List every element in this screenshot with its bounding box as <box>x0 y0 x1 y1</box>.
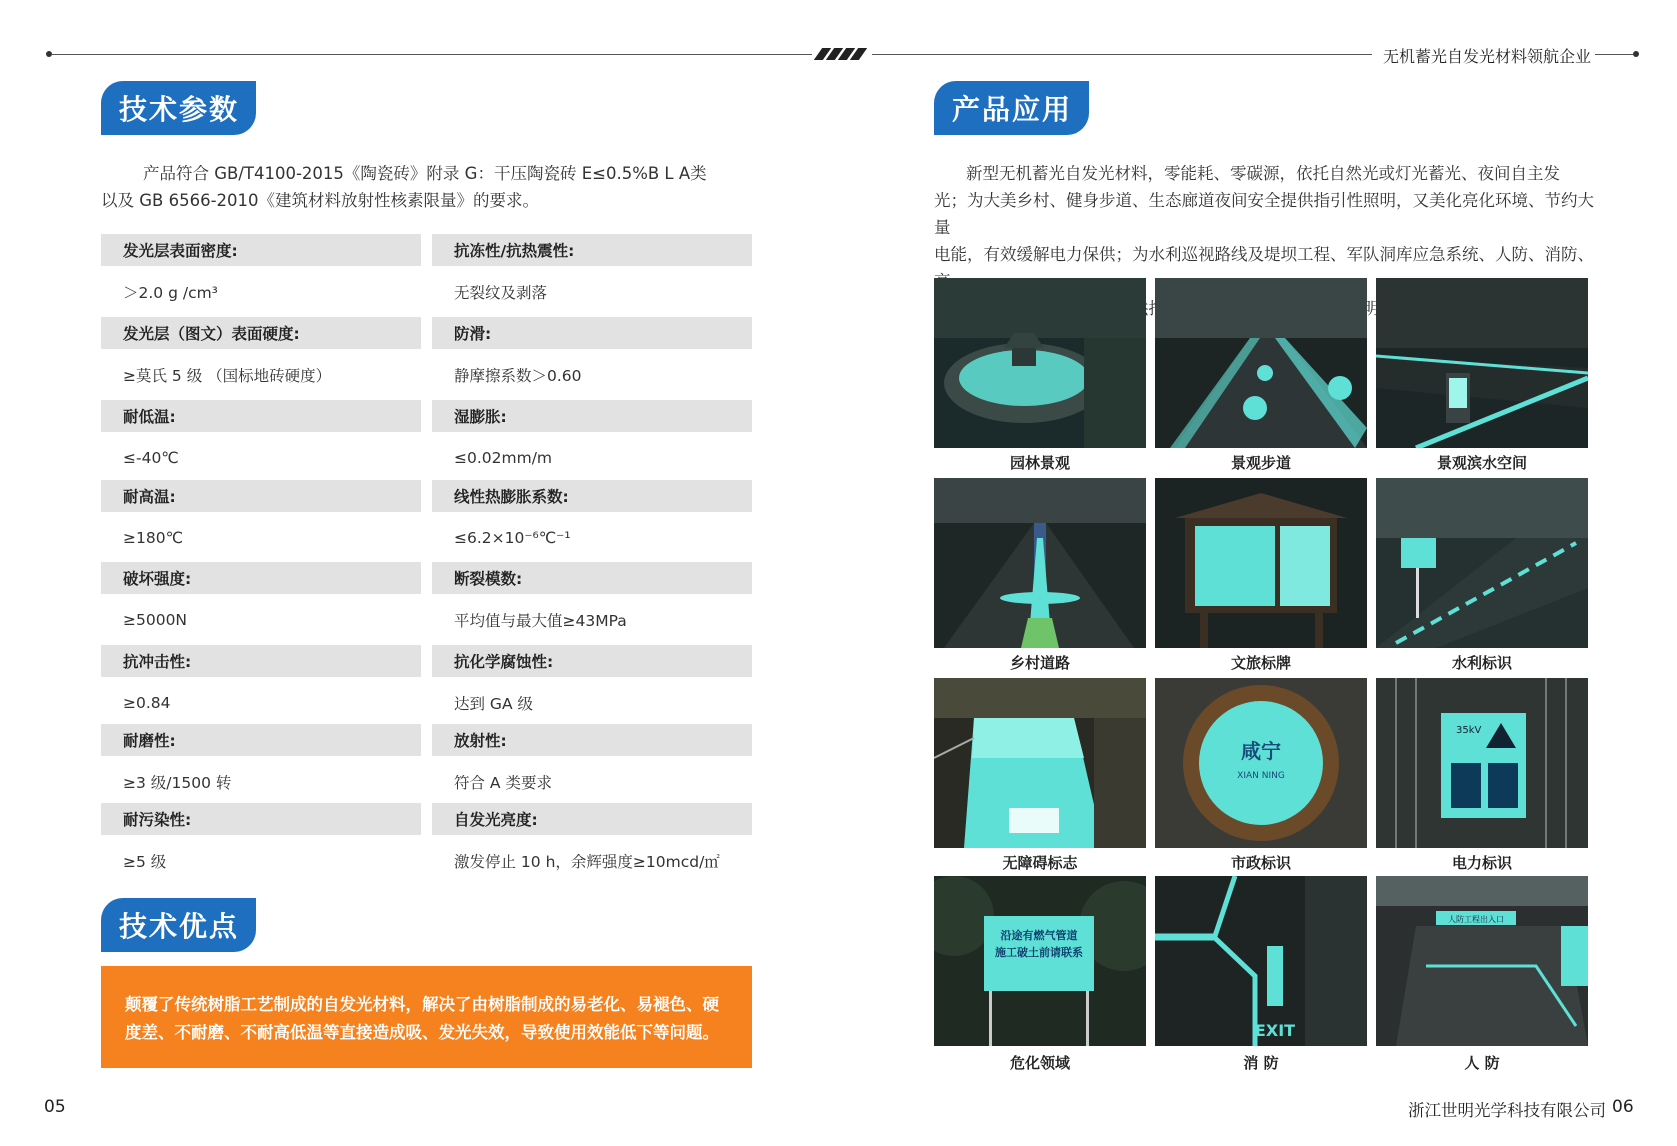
photo-rural-road <box>934 478 1146 648</box>
param-label: 抗化学腐蚀性: <box>432 645 752 677</box>
param-value: ≥莫氏 5 级 （国标地砖硬度） <box>123 367 332 385</box>
photo-waterfront-space <box>1376 278 1588 448</box>
header-rule-right <box>1595 54 1633 55</box>
param-item <box>101 317 421 391</box>
page-number-right: 06 <box>1612 1097 1634 1117</box>
param-item <box>101 400 421 474</box>
section-title-tech-params: 技术参数 <box>101 81 256 135</box>
photo-caption: 景观滨水空间 <box>1436 454 1527 472</box>
intro-line: 光；为大美乡村、健身步道、生态廊道夜间安全提供指引性照明，又美化亮化环境、节约大量 <box>934 191 1594 237</box>
photo-caption: 园林景观 <box>1009 454 1070 472</box>
photo-caption: 水利标识 <box>1451 654 1512 672</box>
param-value: ≤0.02mm/m <box>454 449 553 467</box>
intro-line: 以及 GB 6566-2010《建筑材料放射性核素限量》的要求。 <box>101 191 540 210</box>
param-value: ≥3 级/1500 转 <box>123 774 232 792</box>
header-dot-right <box>1633 51 1639 57</box>
civil-sign-text: 人防工程出入口 <box>1448 915 1504 924</box>
hazard-sign-line1: 沿途有燃气管道 <box>1000 929 1078 942</box>
advantages-box <box>101 966 752 1068</box>
header-tagline: 无机蓄光自发光材料领航企业 <box>1383 47 1592 66</box>
photo-municipal-sign <box>1155 678 1367 848</box>
photo-cultural-tourism-signboard <box>1155 478 1367 648</box>
param-item <box>101 724 421 798</box>
photo-scenic-walkway <box>1155 278 1367 448</box>
param-label: 破坏强度: <box>101 562 421 594</box>
param-label: 耐污染性: <box>101 803 421 835</box>
photo-caption: 消 防 <box>1243 1054 1279 1072</box>
param-value: ≥180℃ <box>123 529 183 547</box>
param-label: 抗冲击性: <box>101 645 421 677</box>
param-value: 激发停止 10 h，余辉强度≥10mcd/㎡ <box>454 853 720 871</box>
intro-line: 产品符合 GB/T4100-2015《陶瓷砖》附录 G：干压陶瓷砖 E≤0.5%B L A类 <box>143 164 707 183</box>
tech-params-intro <box>101 160 761 214</box>
param-item <box>101 803 421 877</box>
param-value: ≥5 级 <box>123 853 167 871</box>
param-value: 静摩擦系数＞0.60 <box>454 367 582 385</box>
param-item <box>432 234 752 308</box>
param-value: 达到 GA 级 <box>454 695 533 713</box>
photo-caption: 电力标识 <box>1451 854 1512 872</box>
advantages-line: 度差、不耐磨、不耐高低温等直接造成吸、发光失效，导致使用效能低下等问题。 <box>125 1023 719 1042</box>
photo-caption: 无障碍标志 <box>1002 854 1078 872</box>
param-value: 平均值与最大值≥43MPa <box>454 612 627 630</box>
param-item <box>101 562 421 636</box>
param-label: 线性热膨胀系数: <box>432 480 752 512</box>
photo-caption: 人 防 <box>1464 1054 1500 1072</box>
param-value: 无裂纹及剥落 <box>454 284 548 302</box>
photo-water-conservancy-sign <box>1376 478 1588 648</box>
param-label: 发光层表面密度: <box>101 234 421 266</box>
photo-caption: 乡村道路 <box>1009 654 1070 672</box>
param-item <box>432 317 752 391</box>
page-number-left: 05 <box>44 1097 66 1117</box>
param-label: 耐高温: <box>101 480 421 512</box>
param-item <box>101 480 421 554</box>
photo-caption: 危化领域 <box>1009 1054 1070 1072</box>
intro-line: 电能，有效缓解电力保供；为水利巡视路线及堤坝工程、军队洞库应急系统、人防、消防、 <box>934 245 1594 264</box>
section-title-advantages: 技术优点 <box>101 898 256 952</box>
param-value: ≤6.2×10⁻⁶℃⁻¹ <box>454 529 571 547</box>
param-value: ≤-40℃ <box>123 449 179 467</box>
param-value: ＞2.0 g /cm³ <box>123 284 218 302</box>
param-label: 耐磨性: <box>101 724 421 756</box>
photo-hazardous-chemicals <box>934 876 1146 1046</box>
header-stripes <box>818 48 866 60</box>
param-label: 湿膨胀: <box>432 400 752 432</box>
photo-power-sign <box>1376 678 1588 848</box>
header-rule-middle <box>872 54 1372 55</box>
param-label: 耐低温: <box>101 400 421 432</box>
param-label: 放射性: <box>432 724 752 756</box>
photo-fire-protection <box>1155 876 1367 1046</box>
manhole-city-text: 咸宁 <box>1241 739 1281 763</box>
section-title-applications: 产品应用 <box>934 81 1089 135</box>
photo-caption: 景观步道 <box>1230 454 1291 472</box>
photo-civil-air-defense <box>1376 876 1588 1046</box>
param-label: 断裂模数: <box>432 562 752 594</box>
param-item <box>432 400 752 474</box>
photo-caption: 文旅标牌 <box>1230 654 1291 672</box>
param-item <box>432 562 752 636</box>
param-label: 自发光亮度: <box>432 803 752 835</box>
param-item <box>101 645 421 719</box>
exit-text: EXIT <box>1254 1021 1296 1040</box>
photo-caption: 市政标识 <box>1230 854 1291 872</box>
param-value: ≥0.84 <box>123 694 171 712</box>
param-item <box>432 724 752 798</box>
param-item <box>101 234 421 308</box>
photo-garden-landscape <box>934 278 1146 448</box>
hazard-sign-line2: 施工破土前请联系 <box>995 946 1083 959</box>
company-name: 浙江世明光学科技有限公司 <box>1408 1101 1606 1120</box>
param-label: 防滑: <box>432 317 752 349</box>
param-label: 发光层（图文）表面硬度: <box>101 317 421 349</box>
param-value: ≥5000N <box>123 611 188 629</box>
photo-accessibility-sign <box>934 678 1146 848</box>
advantages-line: 颠覆了传统树脂工艺制成的自发光材料，解决了由树脂制成的易老化、易褪色、硬 <box>125 995 719 1014</box>
param-value: 符合 A 类要求 <box>454 774 552 792</box>
param-item <box>432 803 752 877</box>
manhole-en-text: XIAN NING <box>1237 771 1285 781</box>
power-kv-text: 35kV <box>1456 725 1482 736</box>
param-item <box>432 645 752 719</box>
header-rule-left <box>52 54 812 55</box>
intro-line: 新型无机蓄光自发光材料，零能耗、零碳源，依托自然光或灯光蓄光、夜间自主发 <box>966 164 1560 183</box>
param-item <box>432 480 752 554</box>
param-label: 抗冻性/抗热震性: <box>432 234 752 266</box>
